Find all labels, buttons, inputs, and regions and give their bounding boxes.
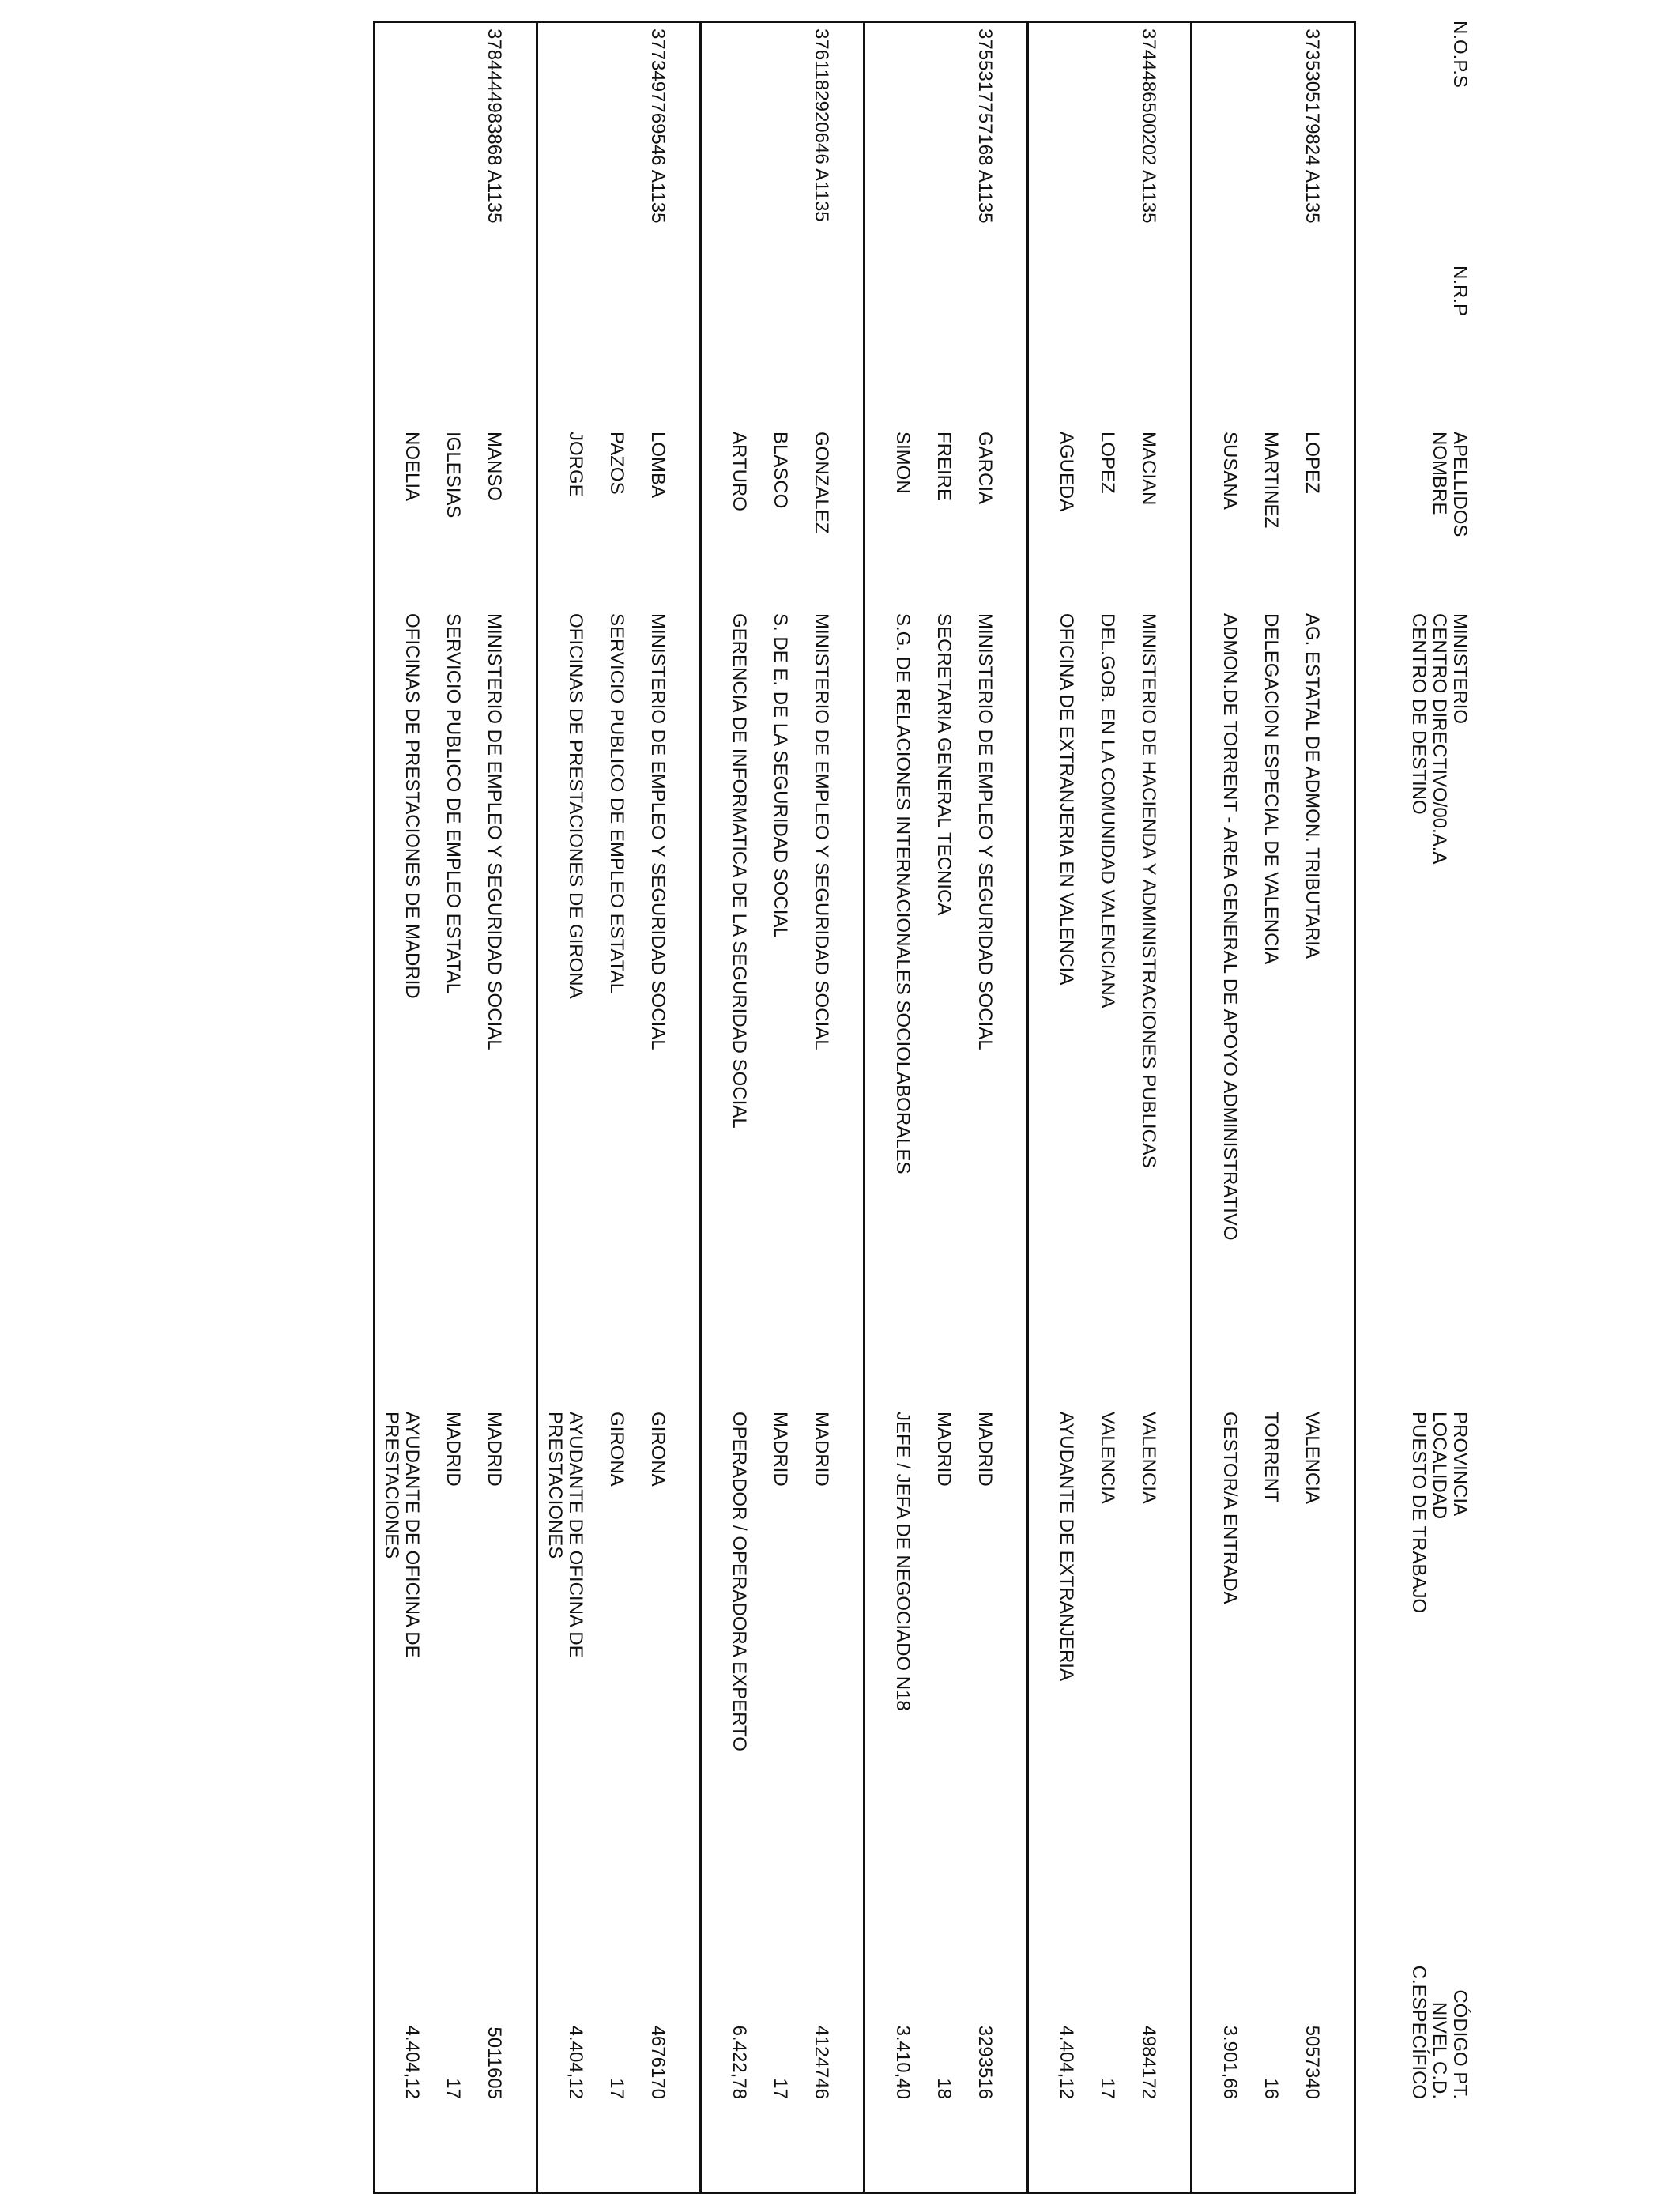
header-centro-destino-line: CENTRO DE DESTINO <box>1408 613 1430 815</box>
record-place: MADRID <box>811 1412 832 1487</box>
header-apellidos <box>1429 432 1470 537</box>
record-name-part: MANSO <box>484 432 505 502</box>
record-name-part: BLASCO <box>770 432 791 509</box>
record-code: 17 <box>1097 2078 1118 2099</box>
header-centro-directivo-line: CENTRO DIRECTIVO/00.A.A <box>1429 613 1450 865</box>
header-ministerio <box>1408 613 1470 864</box>
record-code: 3293516 <box>974 2025 996 2099</box>
record-place: TORRENT <box>1260 1412 1282 1503</box>
record-center: MINISTERIO DE EMPLEO Y SEGURIDAD SOCIAL <box>484 613 505 1050</box>
record-center: GERENCIA DE INFORMATICA DE LA SEGURIDAD SOCIAL <box>729 613 750 1129</box>
record-place: VALENCIA <box>1301 1412 1323 1504</box>
record-place: VALENCIA <box>1097 1412 1118 1504</box>
record-name-part: SUSANA <box>1219 432 1241 510</box>
record-place: AYUDANTE DE EXTRANJERIA <box>1056 1412 1077 1681</box>
record-code: 4.404,12 <box>401 2025 423 2099</box>
header-provincia <box>1408 1412 1470 1613</box>
record-name-part: ARTURO <box>729 432 750 511</box>
record-code: 5057340 <box>1301 2025 1323 2099</box>
record-code: 17 <box>443 2078 464 2099</box>
record-code: 17 <box>770 2078 791 2099</box>
record-name-part: PAZOS <box>606 432 627 495</box>
record-center: DELEGACION ESPECIAL DE VALENCIA <box>1260 613 1282 965</box>
record-place: AYUDANTE DE OFICINA DE PRESTACIONES <box>544 1412 586 1658</box>
record-nrp: 3497769546 A1135 <box>647 60 669 224</box>
header-codigo-line: CÓDIGO PT. <box>1449 1989 1471 2099</box>
header-nombre-line: NOMBRE <box>1429 432 1450 515</box>
record-code: 3.410,40 <box>892 2025 913 2099</box>
record-place: MADRID <box>974 1412 996 1487</box>
record-name-part: FREIRE <box>933 432 955 502</box>
record-place: MADRID <box>770 1412 791 1487</box>
record-center: OFICINAS DE PRESTACIONES DE MADRID <box>401 613 423 999</box>
record-code: 5011605 <box>484 2026 505 2099</box>
header-codigo <box>1408 1965 1470 2099</box>
record-center: MINISTERIO DE EMPLEO Y SEGURIDAD SOCIAL <box>811 613 832 1050</box>
record-nrp: 5305179824 A1135 <box>1301 60 1323 224</box>
record-code: 6.422,78 <box>729 2025 750 2099</box>
record-code: 4.404,12 <box>1056 2025 1077 2099</box>
record-center: SECRETARIA GENERAL TECNICA <box>933 613 955 916</box>
record-center: MINISTERIO DE HACIENDA Y ADMINISTRACIONES PUBLICAS <box>1138 613 1159 1168</box>
row-divider <box>699 21 702 2194</box>
record-center: AG. ESTATAL DE ADMON. TRIBUTARIA <box>1301 613 1323 959</box>
record-name-part: AGUEDA <box>1056 432 1077 512</box>
record-place: GIRONA <box>647 1412 669 1487</box>
header-nrp <box>1449 266 1470 316</box>
header-nops <box>1449 21 1470 88</box>
record-center: MINISTERIO DE EMPLEO Y SEGURIDAD SOCIAL <box>647 613 669 1050</box>
header-especifico-line: C.ESPECÍFICO <box>1408 1965 1430 2099</box>
record-name-part: GONZALEZ <box>811 432 832 534</box>
row-divider <box>863 21 865 2194</box>
record-nrp: 4444983868 A1135 <box>484 60 505 224</box>
record-code: 4.404,12 <box>565 2025 586 2099</box>
record-center: OFICINAS DE PRESTACIONES DE GIRONA <box>565 613 586 999</box>
record-code: 18 <box>933 2078 955 2099</box>
record-nrp: 1182920646 A1135 <box>811 60 832 222</box>
record-center: SERVICIO PUBLICO DE EMPLEO ESTATAL <box>606 613 627 994</box>
record-code: 4124746 <box>811 2025 832 2099</box>
record-name-part: JORGE <box>565 432 586 497</box>
record-code: 17 <box>606 2078 627 2099</box>
header-nrp-label: N.R.P <box>1449 266 1471 317</box>
record-place: OPERADOR / OPERADORA EXPERTO <box>729 1412 750 1751</box>
header-nivel-line: NIVEL C.D. <box>1429 2001 1450 2099</box>
record-center: DEL.GOB. EN LA COMUNIDAD VALENCIANA <box>1097 613 1118 1008</box>
record-name-part: IGLESIAS <box>443 432 464 518</box>
record-name-part: GARCIA <box>974 432 996 505</box>
row-divider <box>1190 21 1192 2194</box>
record-nops: 376 <box>811 28 832 61</box>
record-place: GIRONA <box>606 1412 627 1487</box>
record-center: ADMON.DE TORRENT - AREA GENERAL DE APOYO ADMINISTRATIVO <box>1219 613 1241 1241</box>
header-nops-label: N.O.P.S <box>1449 21 1471 88</box>
record-place: GESTOR/A ENTRADA <box>1219 1412 1241 1604</box>
record-place: VALENCIA <box>1138 1412 1159 1504</box>
record-place: JEFE / JEFA DE NEGOCIADO N18 <box>892 1412 913 1711</box>
record-nops: 377 <box>647 28 669 61</box>
record-name-part: MARTINEZ <box>1260 432 1282 529</box>
record-nops: 374 <box>1138 28 1159 61</box>
record-code: 4984172 <box>1138 2025 1159 2099</box>
header-puesto-line: PUESTO DE TRABAJO <box>1408 1412 1430 1614</box>
record-place: MADRID <box>484 1412 505 1487</box>
header-apellidos-line: APELLIDOS <box>1449 432 1471 537</box>
record-nops: 373 <box>1301 28 1323 61</box>
record-code: 3.901,66 <box>1219 2025 1241 2099</box>
record-center: SERVICIO PUBLICO DE EMPLEO ESTATAL <box>443 613 464 994</box>
record-name-part: NOELIA <box>401 432 423 502</box>
record-name-part: LOPEZ <box>1301 432 1323 494</box>
record-center: S.G. DE RELACIONES INTERNACIONALES SOCIOLABORALES <box>892 613 913 1174</box>
row-divider <box>536 21 538 2194</box>
record-name-part: LOPEZ <box>1097 432 1118 494</box>
row-divider <box>1026 21 1029 2194</box>
record-center: MINISTERIO DE EMPLEO Y SEGURIDAD SOCIAL <box>974 613 996 1050</box>
record-center: OFICINA DE EXTRANJERIA EN VALENCIA <box>1056 613 1077 986</box>
record-nops: 378 <box>484 28 505 61</box>
record-nops: 375 <box>974 28 996 61</box>
record-code: 4676170 <box>647 2025 669 2099</box>
header-localidad-line: LOCALIDAD <box>1429 1412 1450 1520</box>
record-place: MADRID <box>443 1412 464 1487</box>
header-ministerio-line: MINISTERIO <box>1449 613 1471 725</box>
record-place: MADRID <box>933 1412 955 1487</box>
record-name-part: MACIAN <box>1138 432 1159 506</box>
record-nrp: 5317757168 A1135 <box>974 60 996 224</box>
record-center: S. DE E. DE LA SEGURIDAD SOCIAL <box>770 613 791 938</box>
record-name-part: SIMON <box>892 432 913 494</box>
header-provincia-line: PROVINCIA <box>1449 1412 1471 1517</box>
record-code: 16 <box>1260 2078 1282 2099</box>
record-nrp: 4486500202 A1135 <box>1138 60 1159 224</box>
record-name-part: LOMBA <box>647 432 669 499</box>
record-place: AYUDANTE DE OFICINA DE PRESTACIONES <box>381 1412 423 1658</box>
